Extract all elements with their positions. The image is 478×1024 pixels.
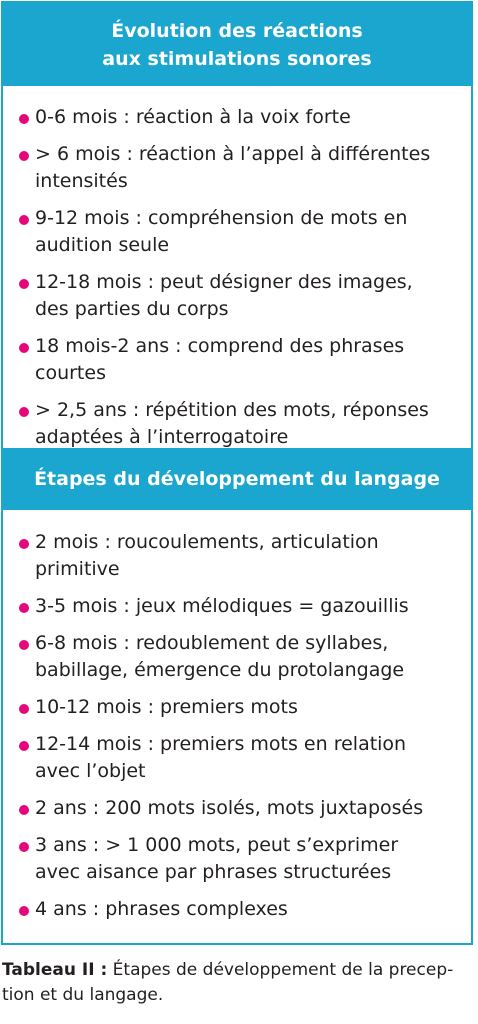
bullet-icon — [19, 407, 29, 417]
item-text: 3-5 mois : jeux mélodiques = gazouillis — [35, 595, 409, 617]
section-title-line: Évolution des réactions — [111, 19, 363, 42]
list-item — [19, 731, 463, 785]
item-text: 4 ans : phrases complexes — [35, 898, 288, 920]
section-header-reactions — [3, 3, 471, 86]
table-caption — [2, 958, 474, 1008]
item-text: primitive — [35, 558, 120, 580]
bullet-icon — [19, 906, 29, 916]
bullet-icon — [19, 215, 29, 225]
bullet-icon — [19, 279, 29, 289]
item-text: 0-6 mois : réaction à la voix forte — [35, 106, 351, 128]
list-item — [19, 205, 463, 259]
item-text: avec aisance par phrases structurées — [35, 861, 392, 883]
bullet-icon — [19, 805, 29, 815]
item-text: > 2,5 ans : répétition des mots, réponses — [35, 399, 429, 421]
caption-text: tion et du langage. — [2, 985, 164, 1005]
item-text: 3 ans : > 1 000 mots, peut s’exprimer — [35, 834, 399, 856]
section-title: Étapes du développement du langage — [34, 468, 440, 490]
list-item — [19, 593, 463, 620]
list-item — [19, 529, 463, 583]
item-text: intensités — [35, 170, 128, 192]
item-text: 2 mois : roucoulements, articulation — [35, 531, 379, 553]
bullet-icon — [19, 343, 29, 353]
list-item — [19, 795, 463, 822]
caption-text: Étapes de développement de la precep- — [107, 960, 454, 980]
list-item — [19, 630, 463, 684]
bullet-icon — [19, 114, 29, 124]
bullet-icon — [19, 539, 29, 549]
item-text: 12-14 mois : premiers mots en relation — [35, 733, 407, 755]
item-text: 9-12 mois : compréhension de mots en — [35, 207, 408, 229]
item-text: 10-12 mois : premiers mots — [35, 696, 298, 718]
item-text: adaptées à l’interrogatoire — [35, 426, 289, 448]
bullet-icon — [19, 603, 29, 613]
bullet-icon — [19, 741, 29, 751]
item-text: > 6 mois : réaction à l’appel à différentes — [35, 143, 431, 165]
list-item — [19, 333, 463, 387]
langage-list — [3, 510, 471, 923]
item-text: 12-18 mois : peut désigner des images, — [35, 271, 413, 293]
list-item — [19, 104, 463, 131]
item-text: 2 ans : 200 mots isolés, mots juxtaposés — [35, 797, 424, 819]
bullet-icon — [19, 640, 29, 650]
list-item — [19, 269, 463, 323]
list-item — [19, 896, 463, 923]
list-item — [19, 694, 463, 721]
reactions-list — [3, 86, 471, 448]
item-text: courtes — [35, 362, 106, 384]
bullet-icon — [19, 151, 29, 161]
list-item — [19, 141, 463, 195]
bullet-icon — [19, 704, 29, 714]
item-text: babillage, émergence du protolangage — [35, 659, 405, 681]
item-text: 18 mois-2 ans : comprend des phrases — [35, 335, 405, 357]
caption-label: Tableau II : — [2, 960, 108, 980]
item-text: 6-8 mois : redoublement de syllabes, — [35, 632, 389, 654]
item-text: des parties du corps — [35, 298, 229, 320]
item-text: audition seule — [35, 234, 170, 256]
section-title-line: aux stimulations sonores — [102, 47, 372, 70]
list-item — [19, 832, 463, 886]
list-item — [19, 397, 463, 451]
bullet-icon — [19, 842, 29, 852]
item-text: avec l’objet — [35, 760, 146, 782]
info-table — [1, 1, 473, 945]
section-header-langage — [3, 448, 471, 510]
